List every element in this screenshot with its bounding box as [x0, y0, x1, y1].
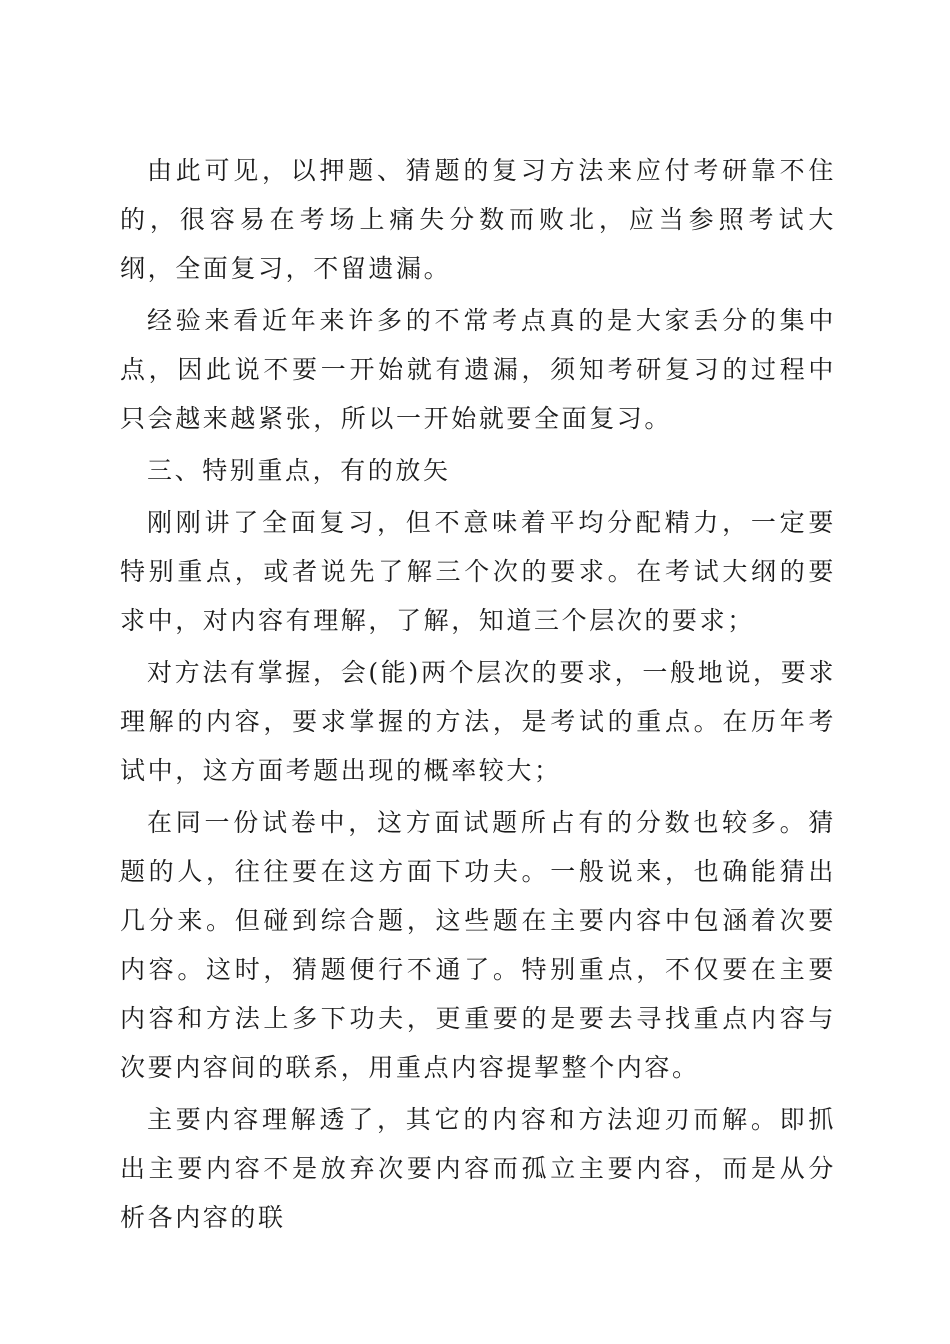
body-text — [120, 146, 836, 1245]
paragraph-focus: 刚刚讲了全面复习，但不意味着平均分配精力，一定要特别重点，或者说先了解三个次的要求。在考试大纲的要求中，对内容有理解，了解，知道三个层次的要求； — [120, 508, 836, 635]
paragraph-exam-paper: 在同一份试卷中，这方面试题所占有的分数也较多。猜题的人，往往要在这方面下功夫。一般说来，也确能猜出几分来。但碰到综合题，这些题在主要内容中包涵着次要内容。这时，猜题便行不通了。特别重点，不仅要在主要内容和方法上多下功夫，更重要的是要去寻找重点内容与次要内容间的联系，用重点内容提挈整个内容。 — [120, 808, 836, 1082]
section-heading: 三、特别重点，有的放矢 — [147, 456, 451, 485]
paragraph-methods: 对方法有掌握，会(能)两个层次的要求，一般地说，要求理解的内容，要求掌握的方法，是考试的重点。在历年考试中，这方面考题出现的概率较大； — [120, 658, 836, 785]
paragraph-main-content: 主要内容理解透了，其它的内容和方法迎刃而解。即抓出主要内容不是放弃次要内容而孤立主要内容，而是从分析各内容的联 — [120, 1105, 836, 1232]
paragraph-conclusion: 由此可见，以押题、猜题的复习方法来应付考研靠不住的，很容易在考场上痛失分数而败北，应当参照考试大纲，全面复习，不留遗漏。 — [120, 156, 836, 283]
paragraph-experience: 经验来看近年来许多的不常考点真的是大家丢分的集中点，因此说不要一开始就有遗漏，须知考研复习的过程中只会越来越紧张，所以一开始就要全面复习。 — [120, 306, 836, 433]
